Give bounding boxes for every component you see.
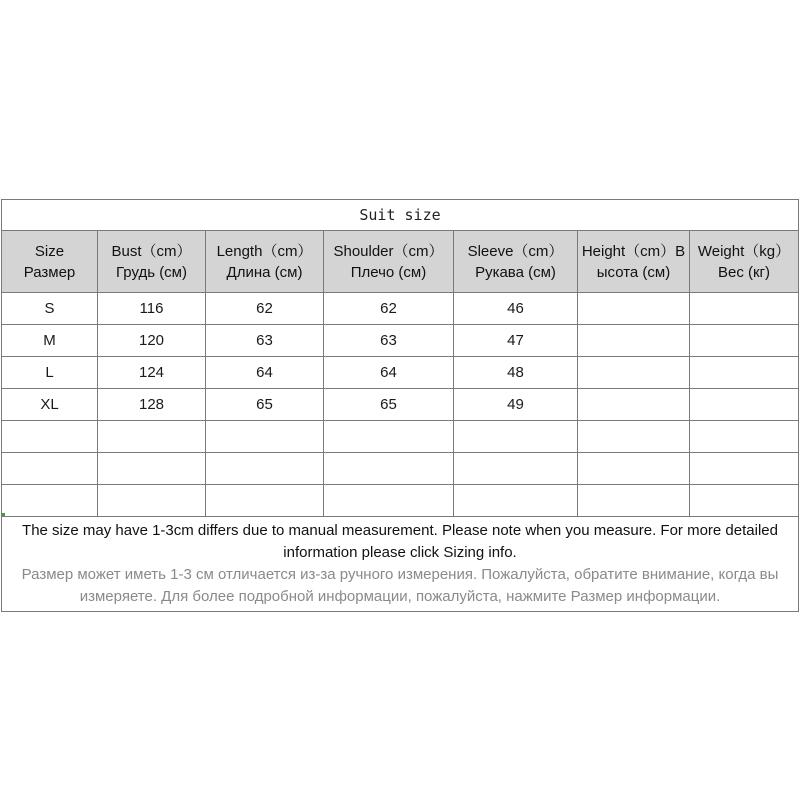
- cell-length: [206, 453, 324, 485]
- column-header-bust: [98, 231, 206, 293]
- table-row: [2, 453, 799, 485]
- cell-shoulder: 65: [324, 389, 454, 421]
- cell-size: [2, 485, 98, 517]
- cell-length: [206, 421, 324, 453]
- cell-bust: [98, 485, 206, 517]
- cell-size: S: [2, 293, 98, 325]
- cell-bust: [98, 421, 206, 453]
- cell-size: XL: [2, 389, 98, 421]
- cell-bust: [98, 453, 206, 485]
- column-header-ru: Рукава (см): [475, 263, 556, 281]
- column-header-height: [578, 231, 690, 293]
- cell-height: [578, 389, 690, 421]
- cell-weight: [690, 453, 799, 485]
- cell-size: [2, 453, 98, 485]
- table-row: [2, 485, 799, 517]
- cell-bust: 120: [98, 325, 206, 357]
- cell-size: M: [2, 325, 98, 357]
- cell-bust: 128: [98, 389, 206, 421]
- column-header-size: [2, 231, 98, 293]
- cell-shoulder: 64: [324, 357, 454, 389]
- cell-shoulder: [324, 421, 454, 453]
- table-body: [2, 293, 799, 517]
- table-row: [2, 389, 799, 421]
- column-header-ru: Вес (кг): [717, 263, 771, 281]
- cell-sleeve: 49: [454, 389, 578, 421]
- cell-weight: [690, 485, 799, 517]
- column-header-en: Size: [34, 242, 65, 260]
- cell-length: 65: [206, 389, 324, 421]
- table-title-row: [2, 200, 799, 231]
- column-header-en: Sleeve（cm）: [467, 242, 564, 260]
- cell-sleeve: 46: [454, 293, 578, 325]
- column-header-ru: Плечо (см): [350, 263, 427, 281]
- size-note-english: The size may have 1-3cm differs due to manual measurement. Please note when you measure. For more detailed information please click Sizing info.: [22, 522, 778, 561]
- table-row: [2, 325, 799, 357]
- cell-weight: [690, 421, 799, 453]
- cell-sleeve: [454, 421, 578, 453]
- cell-shoulder: 63: [324, 325, 454, 357]
- cell-weight: [690, 325, 799, 357]
- cell-length: 64: [206, 357, 324, 389]
- cell-shoulder: [324, 485, 454, 517]
- cell-sleeve: [454, 453, 578, 485]
- cell-bust: 116: [98, 293, 206, 325]
- column-header-length: [206, 231, 324, 293]
- cell-size: L: [2, 357, 98, 389]
- column-header-en: Bust（cm）: [111, 242, 192, 260]
- cell-height: [578, 421, 690, 453]
- cell-shoulder: 62: [324, 293, 454, 325]
- column-header-ru: Грудь (см): [116, 263, 187, 281]
- table-note-row: [2, 517, 799, 612]
- column-header-ru: Размер: [23, 263, 76, 281]
- column-header-en: Weight（kg）: [697, 242, 791, 260]
- column-header-weight: [690, 231, 799, 293]
- cell-weight: [690, 357, 799, 389]
- cell-weight: [690, 389, 799, 421]
- cell-length: 62: [206, 293, 324, 325]
- cell-shoulder: [324, 453, 454, 485]
- column-header-en: Height（cm）В: [581, 242, 686, 260]
- cell-height: [578, 357, 690, 389]
- cell-sleeve: 48: [454, 357, 578, 389]
- cell-height: [578, 485, 690, 517]
- cell-length: 63: [206, 325, 324, 357]
- corner-marker: [2, 513, 5, 516]
- cell-length: [206, 485, 324, 517]
- table-row: [2, 293, 799, 325]
- table-title: Suit size: [2, 200, 799, 231]
- column-header-sleeve: [454, 231, 578, 293]
- cell-height: [578, 453, 690, 485]
- column-header-en: Length（cm）: [216, 242, 313, 260]
- cell-bust: 124: [98, 357, 206, 389]
- table-row: [2, 357, 799, 389]
- size-note-russian: Размер может иметь 1-3 см отличается из-за ручного измерения. Пожалуйста, обратите внимание, когда вы измеряете. Для более подробной информации, пожалуйста, нажмите Размер информации.: [21, 566, 779, 605]
- cell-sleeve: 47: [454, 325, 578, 357]
- table-header-row: [2, 231, 799, 293]
- column-header-ru: ысота (см): [596, 263, 671, 281]
- size-chart-table: [1, 199, 799, 612]
- column-header-en: Shoulder（cm）: [333, 242, 444, 260]
- column-header-shoulder: [324, 231, 454, 293]
- column-header-ru: Длина (см): [226, 263, 303, 281]
- size-note: [2, 517, 799, 612]
- cell-height: [578, 293, 690, 325]
- table-row: [2, 421, 799, 453]
- cell-weight: [690, 293, 799, 325]
- cell-sleeve: [454, 485, 578, 517]
- cell-size: [2, 421, 98, 453]
- cell-height: [578, 325, 690, 357]
